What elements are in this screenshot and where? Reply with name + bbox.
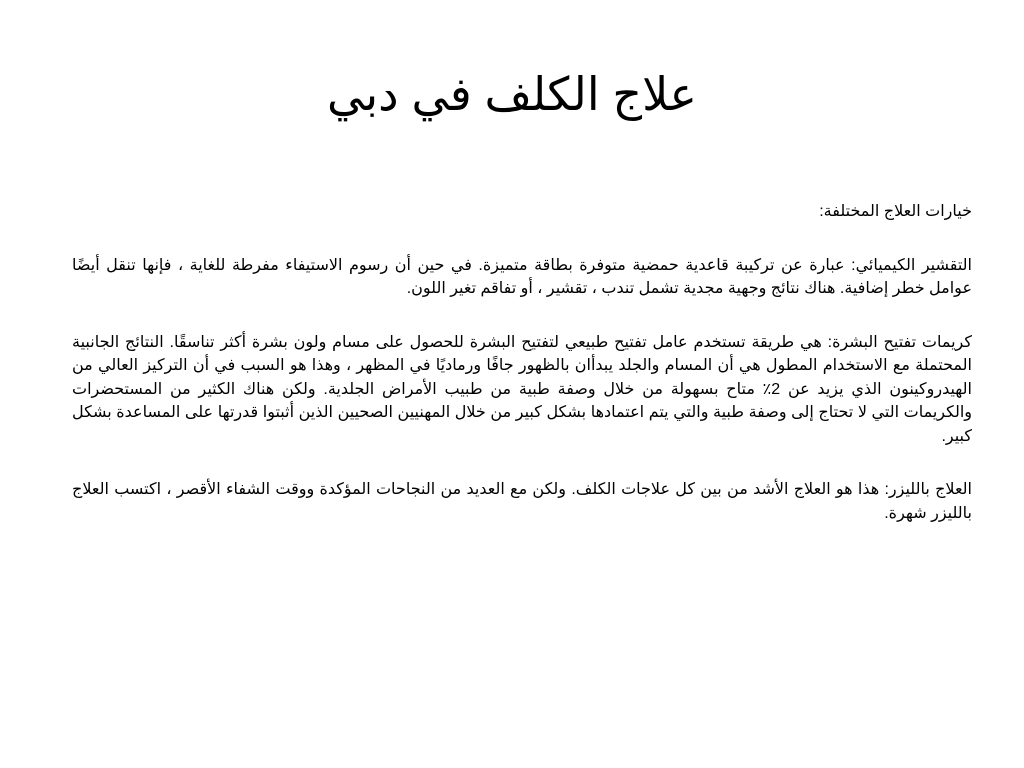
slide-body <box>72 200 972 555</box>
paragraph-chemical-peel: التقشير الكيميائي: عبارة عن تركيبة قاعدية حمضية متوفرة بطاقة متميزة. في حين أن رسوم الاستيفاء مفرطة للغاية ، فإنها تنقل أيضًا عوامل خطر إضافية. هناك نتائج وجهية مجدية تشمل تندب ، تقشير ، أو تفاقم تغير اللون. <box>72 256 972 297</box>
paragraph-lightening-creams: كريمات تفتيح البشرة: هي طريقة تستخدم عامل تفتيح طبيعي لتفتيح البشرة للحصول على مسام ولون بشرة أكثر تناسقًا. النتائج الجانبية المحتملة مع الاستخدام المطول هي أن المسام والجلد يبدأان بالظهور جافًا ورماديًا في المظهر ، وهذا هو السبب في أن التركيز العالي من الهيدروكينون الذي يزيد عن 2٪ متاح بسهولة من خلال وصفة طبية من طبيب الأمراض الجلدية. ولكن هناك الكثير من المستحضرات والكريمات التي لا تحتاج إلى وصفة طبية والتي يتم اعتمادها بشكل كبير من خلال المهنيين الصحيين الذين أثبتوا قدرتها على المساعدة بشكل كبير. <box>72 333 973 445</box>
section-heading: خيارات العلاج المختلفة: <box>819 203 972 220</box>
paragraph-laser-treatment: العلاج بالليزر: هذا هو العلاج الأشد من بين كل علاجات الكلف. ولكن مع العديد من النجاحات المؤكدة ووقت الشفاء الأقصر ، اكتسب العلاج بالليزر شهرة. <box>72 481 972 522</box>
slide-title: علاج الكلف في دبي <box>327 68 697 120</box>
